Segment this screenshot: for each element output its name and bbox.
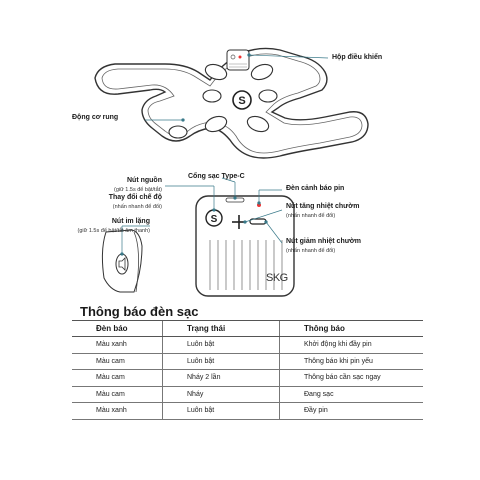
cell-led: Màu xanh (72, 337, 163, 354)
cell-status: Luôn bật (163, 337, 280, 354)
cell-notification: Khởi động khi đầy pin (280, 337, 424, 354)
cell-notification: Đầy pin (280, 403, 424, 420)
pad-left-end (169, 126, 187, 138)
cell-status: Nháy (163, 386, 280, 403)
label-temp-down-hint: (nhấn nhanh để đổi) (286, 248, 336, 254)
label-mode-hint: (nhấn nhanh để đổi) (112, 204, 162, 210)
label-battery-light: Đèn cảnh báo pin (286, 185, 345, 192)
cell-status: Luôn bật (163, 403, 280, 420)
label-control-box: Hộp điều khiển (332, 54, 383, 61)
cell-notification: Đang sạc (280, 386, 424, 403)
pad-mid-right (259, 90, 277, 102)
led-notification-table (72, 320, 423, 420)
brand-logo: SKG (266, 272, 288, 284)
pad-lower-right (245, 114, 270, 135)
table-row (72, 386, 423, 403)
label-type-c-port: Cổng sạc Type-C (188, 173, 245, 180)
label-mode-change: Thay đổi chế độ (108, 194, 162, 201)
table-row (72, 337, 423, 354)
cell-notification: Thông báo khi pin yếu (280, 353, 424, 370)
cell-led: Màu cam (72, 386, 163, 403)
label-temp-up-hint: (nhấn nhanh để đổi) (286, 213, 336, 219)
svg-text:S: S (238, 95, 246, 107)
header-status: Trạng thái (163, 321, 280, 337)
table-row (72, 403, 423, 420)
cell-status: Luôn bật (163, 353, 280, 370)
pad-lower-left (203, 114, 228, 135)
table-header-row (72, 321, 423, 337)
svg-text:S: S (210, 214, 218, 225)
cell-led: Màu xanh (72, 403, 163, 420)
label-rolling-motor: Động cơ rung (72, 114, 119, 121)
header-notification: Thông báo (280, 321, 424, 337)
table-row (72, 370, 423, 387)
cell-led: Màu cam (72, 353, 163, 370)
label-power-button: Nút nguồn (127, 177, 162, 184)
cell-status: Nháy 2 lần (163, 370, 280, 387)
header-led: Đèn báo (72, 321, 163, 337)
label-temp-down: Nút giảm nhiệt chườm (286, 238, 361, 245)
table-row (72, 353, 423, 370)
cell-led: Màu cam (72, 370, 163, 387)
cell-notification: Thông báo cần sạc ngay (280, 370, 424, 387)
pad-upper-right (249, 62, 274, 83)
label-temp-up: Nút tăng nhiệt chườm (286, 203, 360, 210)
label-mute-hint: (giữ 1.5s để bật/tắt âm thanh) (77, 228, 150, 234)
mute-button-shape (116, 254, 128, 274)
label-power-hint: (giữ 1.5s để bật/tắt) (113, 187, 162, 193)
label-mute-button: Nút im lặng (111, 218, 150, 225)
table-title: Thông báo đèn sạc (80, 304, 199, 319)
pad-mid-left (203, 90, 221, 102)
